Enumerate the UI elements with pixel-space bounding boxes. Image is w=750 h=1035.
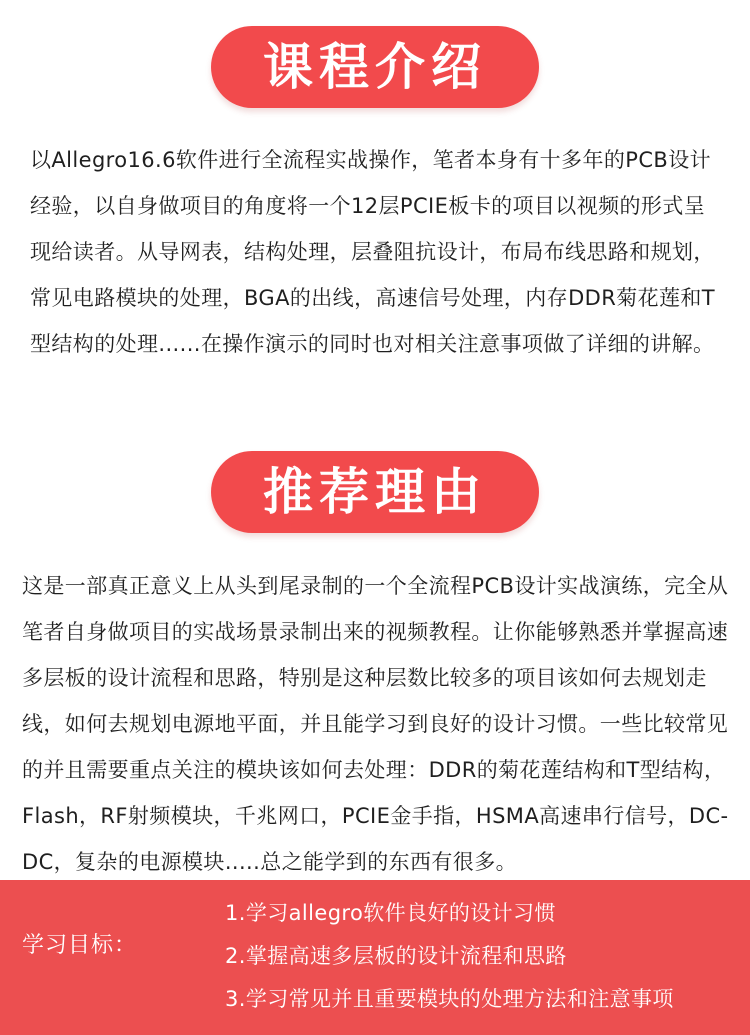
intro-heading-container: [0, 26, 750, 108]
learning-goal-item: 2.掌握高速多层板的设计流程和思路: [225, 944, 567, 968]
learning-goal-item: 1.学习allegro软件良好的设计习惯: [225, 901, 556, 925]
learning-goal-item: 3.学习常见并且重要模块的处理方法和注意事项: [225, 987, 674, 1011]
intro-paragraph: 以Allegro16.6软件进行全流程实战操作，笔者本身有十多年的PCB设计经验，以自身做项目的角度将一个12层PCIE板卡的项目以视频的形式呈现给读者。从导网表，结构处理，层叠阻抗设计，布局布线思路和规划，常见电路模块的处理，BGA的出线，高速信号处理，内存DDR菊花莲和T型结构的处理......在操作演示的同时也对相关注意事项做了详细的讲解。: [30, 148, 716, 356]
learning-goals-label: 学习目标：: [22, 933, 138, 958]
reasons-paragraph: 这是一部真正意义上从头到尾录制的一个全流程PCB设计实战演练，完全从笔者自身做项目的实战场景录制出来的视频教程。让你能够熟悉并掌握高速多层板的设计流程和思路，特别是这种层数比较多的项目该如何去规划走线，如何去规划电源地平面，并且能学习到良好的设计习惯。一些比较常见的并且需要重点关注的模块该如何去处理：DDR的菊花莲结构和T型结构，Flash，RF射频模块，千兆网口，PCIE金手指，HSMA高速串行信号，DC-DC，复杂的电源模块.....总之能学到的东西有很多。: [22, 574, 729, 874]
reasons-heading: 推荐理由: [211, 451, 539, 533]
reasons-heading-container: [0, 451, 750, 533]
intro-heading: 课程介绍: [211, 26, 539, 108]
learning-goals-list: [225, 892, 674, 1021]
learning-goals-band: [0, 880, 750, 1035]
